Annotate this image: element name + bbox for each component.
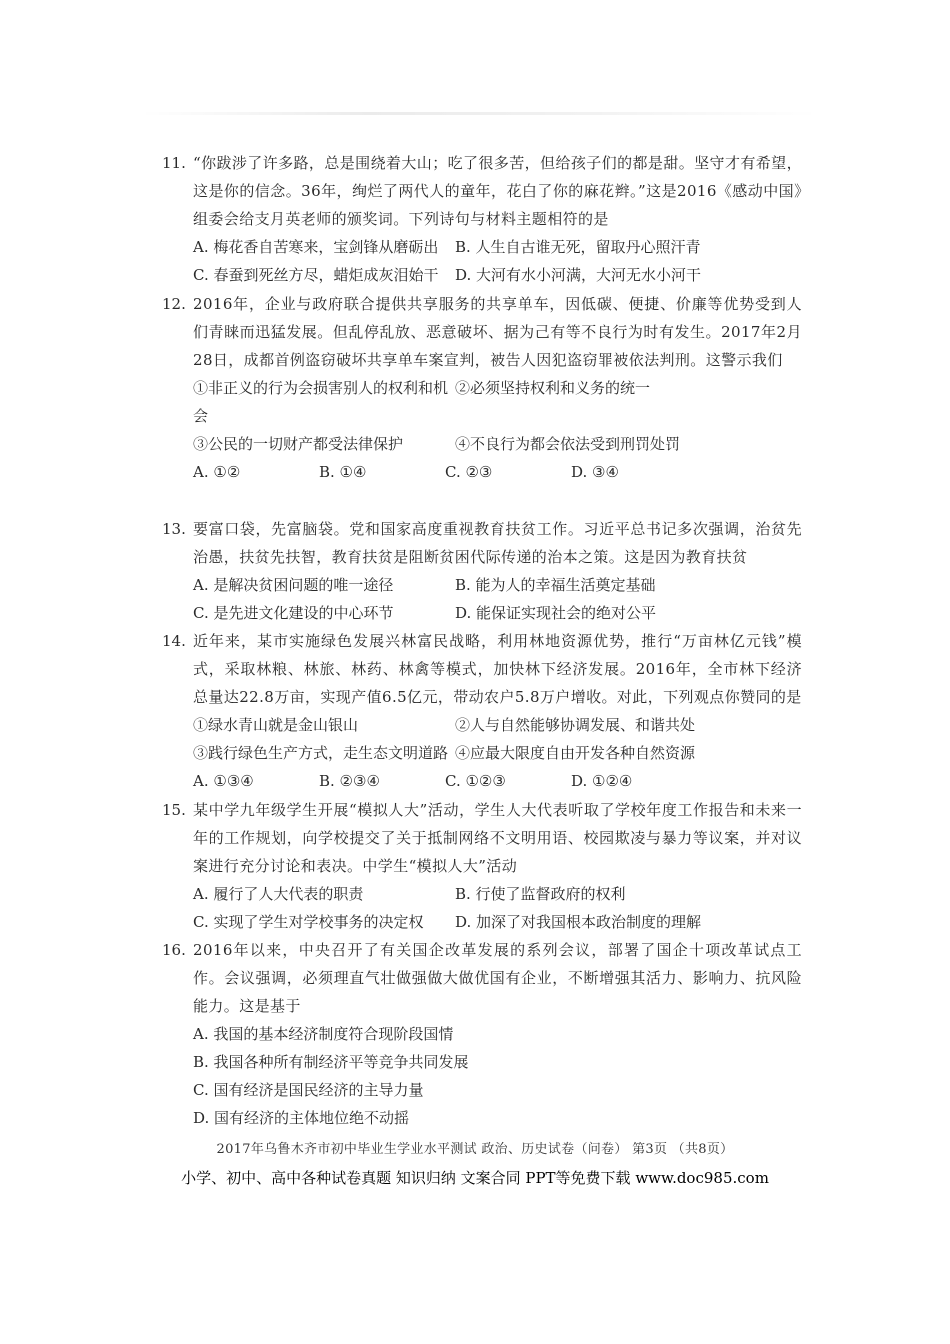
question-text: 2016年以来，中央召开了有关国企改革发展的系列会议，部署了国企十项改革试点工作。会议强调，必须理直气壮做强做大做优国有企业，不断增强其活力、影响力、抗风险能力。这是基于: [193, 941, 802, 1015]
options-row: [193, 233, 802, 261]
option-c: C. 实现了学生对学校事务的决定权: [193, 913, 424, 931]
statements-row: [193, 739, 802, 767]
option-c: C. ①②③: [445, 772, 506, 790]
option-b: B. 人生自古谁无死，留取丹心照汗青: [455, 238, 701, 256]
statements-row: [193, 711, 802, 739]
statement-3: ③践行绿色生产方式，走生态文明道路: [193, 744, 449, 762]
watermark-link[interactable]: 小学、初中、高中各种试卷真题 知识归纳 文案合同 PPT等免费下载 www.doc985.com: [181, 1169, 769, 1187]
option-c: C. 国有经济是国民经济的主导力量: [193, 1081, 424, 1099]
question-15: [162, 796, 802, 936]
option-d: D. ③④: [571, 463, 619, 481]
options-row: [193, 571, 802, 599]
option-c: C. ②③: [445, 463, 493, 481]
option-b: B. 行使了监督政府的权利: [455, 885, 626, 903]
options-row: [193, 599, 802, 627]
options-row: [193, 261, 802, 289]
option-b: B. 能为人的幸福生活奠定基础: [455, 576, 656, 594]
question-number: 16.: [162, 941, 186, 959]
option-a: A. 是解决贫困问题的唯一途径: [193, 576, 394, 594]
option-d: D. 能保证实现社会的绝对公平: [455, 604, 657, 622]
option-c: C. 春蚕到死丝方尽，蜡炬成灰泪始干: [193, 266, 439, 284]
question-text: 2016年，企业与政府联合提供共享服务的共享单车，因低碳、便捷、价廉等优势受到人们青睐而迅猛发展。但乱停乱放、恶意破坏、据为己有等不良行为时有发生。2017年2月28日，成都首例盗窃破坏共享单车案宣判，被告人因犯盗窃罪被依法判刑。这警示我们: [193, 295, 802, 369]
statements-row: [193, 374, 802, 430]
option-a: A. ①③④: [193, 772, 254, 790]
question-12: [162, 290, 802, 486]
options-row: [193, 458, 802, 486]
question-number: 11.: [162, 154, 186, 172]
question-16: [162, 936, 802, 1132]
statement-2: ②必须坚持权利和义务的统一: [455, 379, 651, 397]
option-b: B. 我国各种所有制经济平等竞争共同发展: [193, 1053, 469, 1071]
question-text: “你跋涉了许多路，总是围绕着大山；吃了很多苦，但给孩子们的都是甜。坚守才有希望，这是你的信念。36年，绚烂了两代人的童年，花白了你的麻花辫。”这是2016《感动中国》组委会给支月英老师的颁奖词。下列诗句与材料主题相符的是: [193, 154, 802, 228]
question-text: 近年来，某市实施绿色发展兴林富民战略，利用林地资源优势，推行“万亩林亿元钱”模式，采取林粮、林旅、林药、林禽等模式，加快林下经济发展。2016年，全市林下经济总量达22.8万亩，实现产值6.5亿元，带动农户5.8万户增收。对此，下列观点你赞同的是: [193, 632, 802, 706]
statement-4: ④应最大限度自由开发各种自然资源: [455, 744, 696, 762]
statement-1: ①非正义的行为会损害别人的权利和机会: [193, 379, 449, 425]
statement-2: ②人与自然能够协调发展、和谐共处: [455, 716, 696, 734]
question-13: [162, 515, 802, 627]
option-d: D. ①②④: [571, 772, 633, 790]
question-text: 要富口袋，先富脑袋。党和国家高度重视教育扶贫工作。习近平总书记多次强调，治贫先治愚，扶贫先扶智，教育扶贫是阻断贫困代际传递的治本之策。这是因为教育扶贫: [193, 520, 802, 566]
statement-1: ①绿水青山就是金山银山: [193, 716, 359, 734]
options-row: [193, 880, 802, 908]
scan-artifact-line: [140, 112, 820, 115]
statement-3: ③公民的一切财产都受法律保护: [193, 435, 404, 453]
statements-row: [193, 430, 802, 458]
question-text: 某中学九年级学生开展“模拟人大”活动，学生人大代表听取了学校年度工作报告和未来一年的工作规划，向学校提交了关于抵制网络不文明用语、校园欺凌与暴力等议案，并对议案进行充分讨论和表决。中学生“模拟人大”活动: [193, 801, 802, 875]
statement-4: ④不良行为都会依法受到刑罚处罚: [455, 435, 681, 453]
option-b: B. ②③④: [319, 772, 380, 790]
option-c: C. 是先进文化建设的中心环节: [193, 604, 394, 622]
question-14: [162, 627, 802, 795]
question-number: 13.: [162, 520, 186, 538]
page-footer: 2017年乌鲁木齐市初中毕业生学业水平测试 政治、历史试卷（问卷） 第3页 （共8页）: [216, 1142, 734, 1157]
option-d: D. 大河有水小河满，大河无水小河干: [455, 266, 702, 284]
question-number: 15.: [162, 801, 186, 819]
question-number: 12.: [162, 295, 186, 313]
option-b: B. ①④: [319, 463, 367, 481]
options-row: [193, 767, 802, 795]
option-a: A. ①②: [193, 463, 241, 481]
option-d: D. 加深了对我国根本政治制度的理解: [455, 913, 702, 931]
question-11: [162, 149, 802, 289]
options-row: [193, 908, 802, 936]
option-a: A. 履行了人大代表的职责: [193, 885, 364, 903]
option-a: A. 梅花香自苦寒来，宝剑锋从磨砺出: [193, 238, 439, 256]
option-a: A. 我国的基本经济制度符合现阶段国情: [193, 1025, 454, 1043]
question-number: 14.: [162, 632, 186, 650]
option-d: D. 国有经济的主体地位绝不动摇: [193, 1109, 410, 1127]
